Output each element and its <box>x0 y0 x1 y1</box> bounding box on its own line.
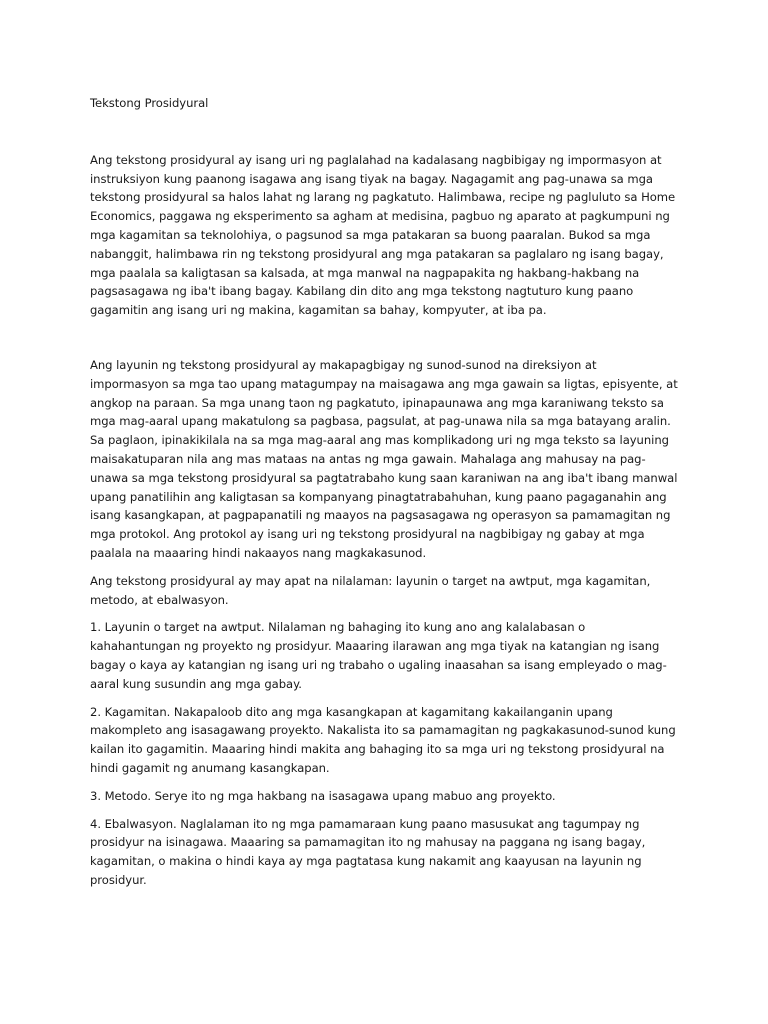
paragraph-definition: Ang tekstong prosidyural ay isang uri ng paglalahad na kadalasang nagbibigay ng impormasyon at instruksiyon kung paanong isagawa ang isang tiyak na bagay. Nagagamit ang pag-unawa sa mga tekstong prosidyural sa halos lahat ng larang ng pagkatuto. Halimbawa, recipe ng pagluluto sa Home Economics, paggawa ng eksperimento sa agham at medisina, pagbuo ng aparato at pagkumpuni ng mga kagamitan sa teknolohiya, o pagsunod sa mga patakaran sa buong paaralan. Bukod sa mga nabanggit, halimbawa rin ng tekstong prosidyural ang mga patakaran sa paglalaro ng isang bagay, mga paalala sa kaligtasan sa kalsada, at mga manwal na nagpapakita ng hakbang-hakbang na pagsasagawa ng iba't ibang bagay. Kabilang din dito ang mga tekstong nagtuturo kung paano gagamitin ang isang uri ng makina, kagamitan sa bahay, kompyuter, at iba pa. <box>90 152 676 318</box>
paragraph-item-layunin: 1. Layunin o target na awtput. Nilalaman ng bahaging ito kung ano ang kalalabasan o kahahantungan ng proyekto ng prosidyur. Maaaring ilarawan ang mga tiyak na katangian ng isang bagay o kaya ay katangian ng isang uri ng trabaho o ugaling inaasahan sa isang empleyado o mag-aaral kung susundin ang mga gabay. <box>90 620 667 691</box>
paragraph-item-metodo: 3. Metodo. Serye ito ng mga hakbang na isasagawa upang mabuo ang proyekto. <box>90 788 556 803</box>
paragraph-contents-intro: Ang tekstong prosidyural ay may apat na nilalaman: layunin o target na awtput, mga kagamitan, metodo, at ebalwasyon. <box>90 573 651 607</box>
document-body <box>90 94 678 899</box>
paragraph-item-kagamitan: 2. Kagamitan. Nakapaloob dito ang mga kasangkapan at kagamitang kakailanganin upang makompleto ang isasagawang proyekto. Nakalista ito sa pamamagitan ng pagkakasunod-sunod kung kailan ito gagamitin. Maaaring hindi makita ang bahaging ito sa mga uri ng tekstong prosidyural na hindi gagamit ng anumang kasangkapan. <box>90 704 676 775</box>
paragraph-purpose: Ang layunin ng tekstong prosidyural ay makapagbigay ng sunod-sunod na direksiyon at impormasyon sa mga tao upang matagumpay na maisagawa ang mga gawain sa ligtas, episyente, at angkop na paraan. Sa mga unang taon ng pagkatuto, ipinapaunawa ang mga karaniwang teksto sa mga mag-aaral upang makatulong sa pagbasa, pagsulat, at pag-unawa nila sa mga batayang aralin. Sa paglaon, ipinakikilala na sa mga mag-aaral ang mas komplikadong uri ng mga teksto sa layuning maisakatuparan nila ang mas mataas na antas ng mga gawain. Mahalaga ang mahusay na pag-unawa sa mga tekstong prosidyural sa pagtatrabaho kung saan karaniwan na ang iba't ibang manwal upang panatilihin ang kaligtasan sa kompanyang pinagtatrabahuhan, kung paano pagaganahin ang isang kasangkapan, at pagpapanatili ng maayos na pagsasagawa ng operasyon sa pamamagitan ng mga protokol. Ang protokol ay isang uri ng tekstong prosidyural na nagbibigay ng gabay at mga paalala na maaaring hindi nakaayos nang magkakasunod. <box>90 357 678 560</box>
paragraph-item-ebalwasyon: 4. Ebalwasyon. Naglalaman ito ng mga pamamaraan kung paano masusukat ang tagumpay ng prosidyur na isinagawa. Maaaring sa pamamagitan ito ng mahusay na paggana ng isang bagay, kagamitan, o makina o hindi kaya ay mga pagtatasa kung nakamit ang kaayusan na layunin ng prosidyur. <box>90 816 646 887</box>
document-title: Tekstong Prosidyural <box>90 96 209 110</box>
